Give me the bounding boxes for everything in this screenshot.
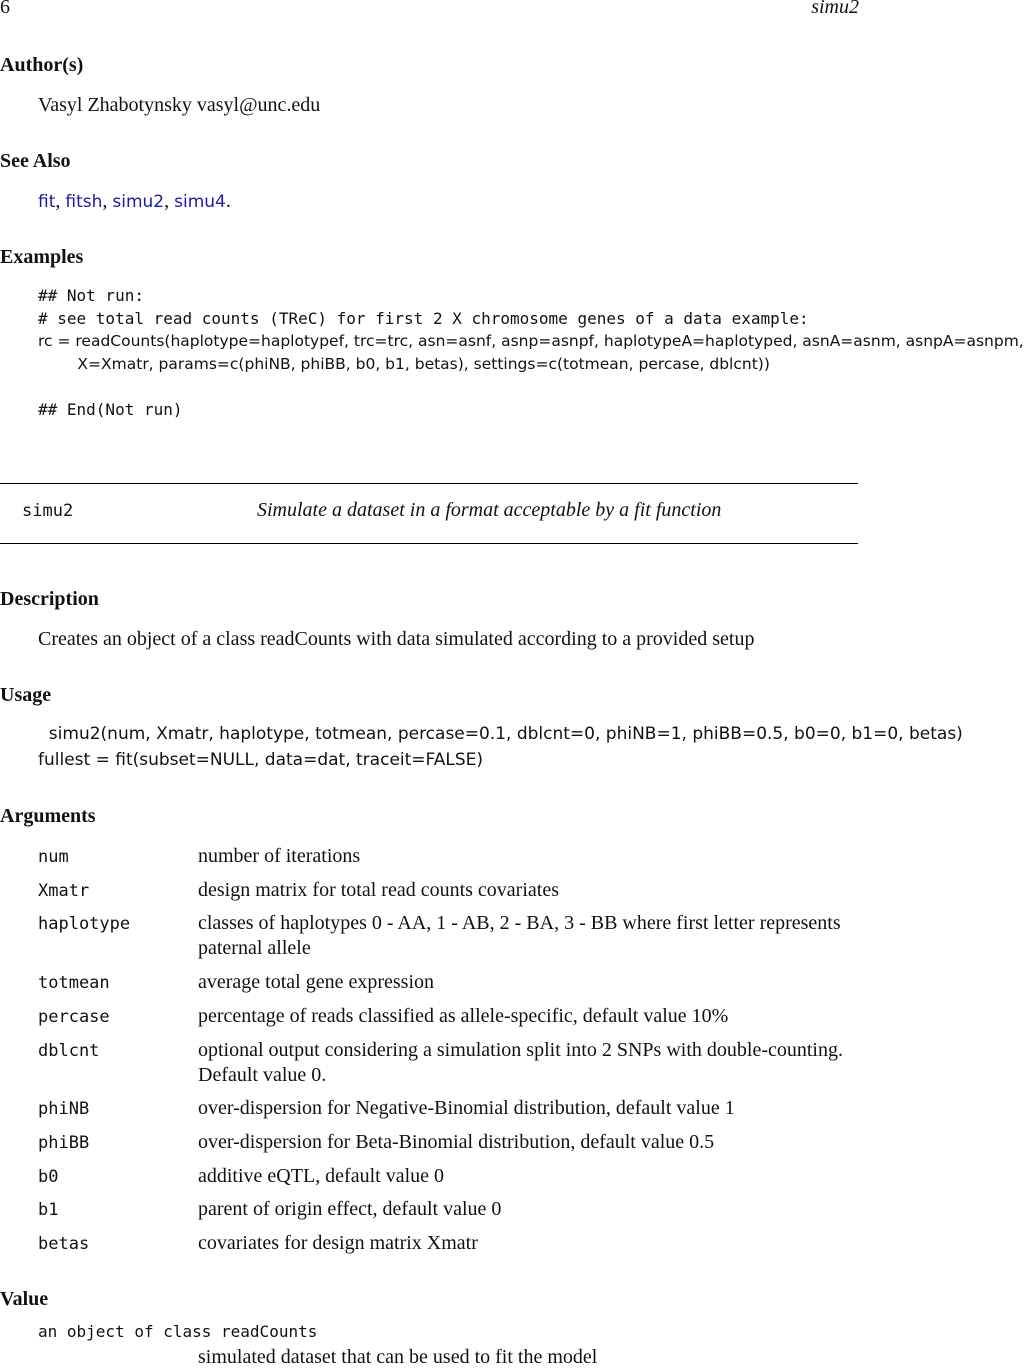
argument-name: phiNB [38, 1099, 90, 1119]
argument-description: optional output considering a simulation split into 2 SNPs with double-counting. Default value 0. [198, 1039, 843, 1086]
see-also-links [38, 190, 231, 213]
argument-description: parent of origin effect, default value 0 [198, 1198, 502, 1220]
argument-name: haplotype [38, 914, 131, 934]
arguments-heading: Arguments [0, 805, 96, 827]
usage-heading: Usage [0, 684, 52, 706]
argument-description: average total gene expression [198, 971, 435, 993]
see-also-heading: See Also [0, 150, 71, 172]
argument-name: betas [38, 1234, 90, 1254]
usage-line: simu2(num, Xmatr, haplotype, totmean, percase=0.1, dblcnt=0, phiNB=1, phiBB=0.5, b0=0, b1=0, betas) [38, 724, 963, 744]
link-fitsh[interactable]: fitsh [65, 192, 103, 212]
topic-bottom-rule [0, 543, 858, 544]
argument-name: b0 [38, 1167, 59, 1187]
examples-heading: Examples [0, 246, 84, 268]
topic-top-rule [0, 483, 858, 484]
example-line: ## End(Not run) [38, 400, 183, 419]
separator: , [164, 190, 175, 212]
value-code: an object of class readCounts [38, 1322, 318, 1341]
example-line: rc = readCounts(haplotype=haplotypef, trc=trc, asn=asnf, asnp=asnpf, haplotypeA=haplotyped, asnA=asnm, asnpA=asnpm, [38, 332, 1024, 350]
example-line: # see total read counts (TReC) for first 2 X chromosome genes of a data example: [38, 309, 809, 328]
argument-description: over-dispersion for Beta-Binomial distribution, default value 0.5 [198, 1131, 715, 1153]
value-description: simulated dataset that can be used to fit the model [198, 1346, 598, 1368]
argument-description: covariates for design matrix Xmatr [198, 1232, 478, 1254]
link-fit[interactable]: fit [38, 192, 56, 212]
argument-description: percentage of reads classified as allele-specific, default value 10% [198, 1005, 729, 1027]
example-line: ## Not run: [38, 286, 144, 305]
separator: , [102, 190, 113, 212]
argument-name: dblcnt [38, 1041, 100, 1061]
value-heading: Value [0, 1288, 49, 1310]
separator: . [225, 190, 231, 212]
argument-name: b1 [38, 1200, 59, 1220]
author-text: Vasyl Zhabotynsky vasyl@unc.edu [38, 94, 321, 116]
link-simu4[interactable]: simu4 [174, 192, 226, 212]
link-simu2[interactable]: simu2 [112, 192, 165, 212]
running-title: simu2 [811, 0, 859, 18]
topic-name: simu2 [22, 501, 74, 521]
usage-line: fullest = fit(subset=NULL, data=dat, traceit=FALSE) [38, 750, 484, 770]
page-number: 6 [0, 0, 10, 18]
example-line: X=Xmatr, params=c(phiNB, phiBB, b0, b1, betas), settings=c(totmean, percase, dblcnt)) [38, 355, 770, 373]
description-heading: Description [0, 588, 99, 610]
separator: , [55, 190, 66, 212]
author-heading: Author(s) [0, 54, 84, 76]
argument-description: additive eQTL, default value 0 [198, 1165, 445, 1187]
topic-title: Simulate a dataset in a format acceptable by a fit function [257, 499, 722, 521]
argument-description: classes of haplotypes 0 - AA, 1 - AB, 2 - BA, 3 - BB where first letter represents paternal allele [198, 912, 841, 959]
argument-description: design matrix for total read counts covariates [198, 879, 559, 901]
argument-description: number of iterations [198, 845, 361, 867]
argument-name: Xmatr [38, 881, 90, 901]
argument-description: over-dispersion for Negative-Binomial distribution, default value 1 [198, 1097, 735, 1119]
argument-name: totmean [38, 973, 110, 993]
argument-name: percase [38, 1007, 110, 1027]
argument-name: phiBB [38, 1133, 90, 1153]
argument-name: num [38, 847, 69, 867]
description-text: Creates an object of a class readCounts with data simulated according to a provided setup [38, 628, 755, 650]
